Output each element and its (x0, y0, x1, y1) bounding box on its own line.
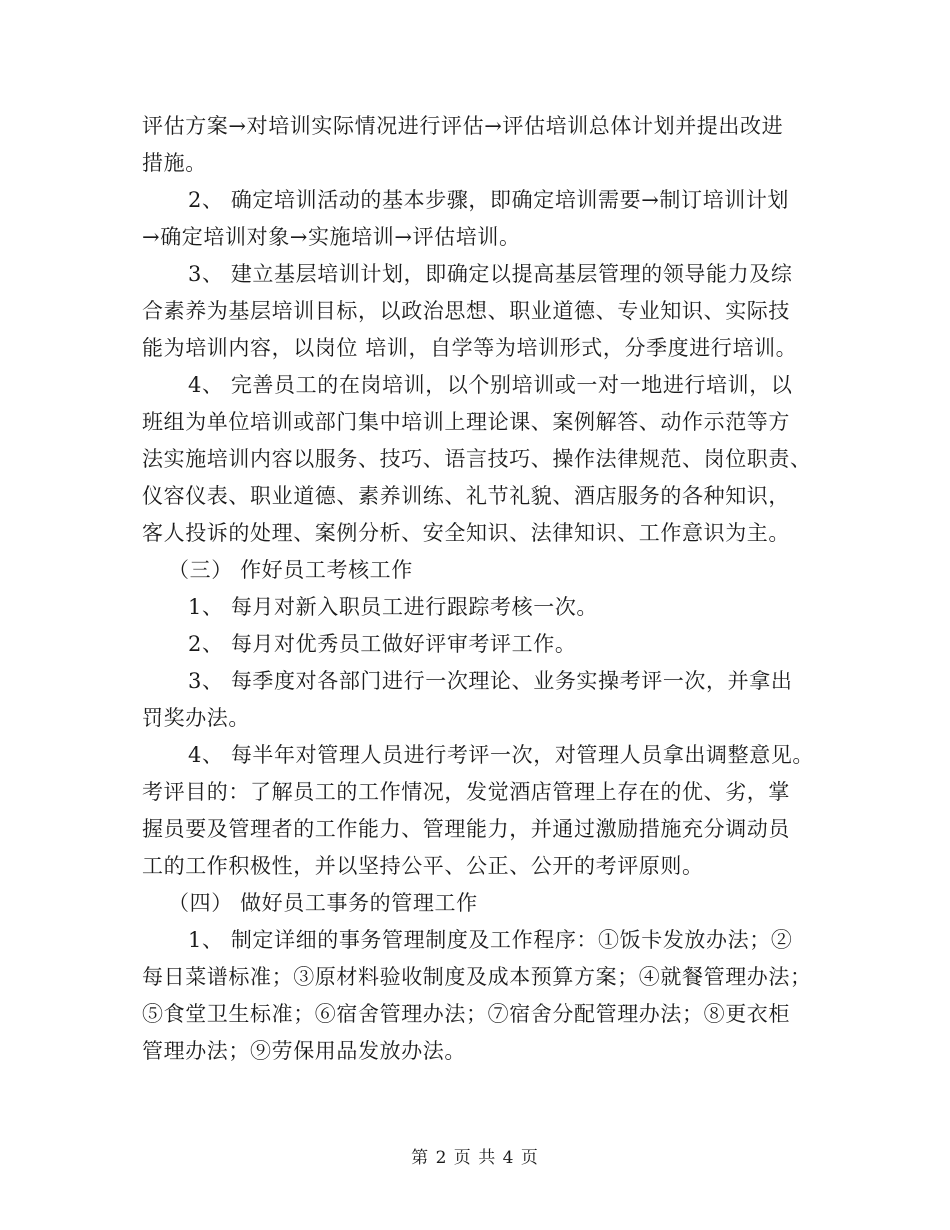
text-line: 措施。 (142, 151, 207, 175)
section-heading: （三） 作好员工考核工作 (168, 558, 413, 582)
text-line: 评估方案→对培训实际情况进行评估→评估培训总体计划并提出改进 (142, 114, 784, 138)
section-heading: （四） 做好员工事务的管理工作 (168, 891, 478, 915)
text-line: 4、 完善员工的在岗培训，以个别培训或一对一地进行培训，以 (188, 373, 793, 397)
text-line: 合素养为基层培训目标，以政治思想、职业道德、专业知识、实际技 (142, 299, 790, 323)
text-line: 考评目的：了解员工的工作情况，发觉酒店管理上存在的优、劣，掌 (142, 780, 790, 804)
text-line: 4、 每半年对管理人员进行考评一次，对管理人员拿出调整意见。 (188, 743, 815, 767)
text-line: 每日菜谱标准；③原材料验收制度及成本预算方案；④就餐管理办法； (142, 965, 812, 989)
text-line: 管理办法；⑨劳保用品发放办法。 (142, 1039, 466, 1063)
text-line: 工的工作积极性，并以坚持公平、公正、公开的考评原则。 (142, 854, 704, 878)
text-line: 3、 建立基层培训计划，即确定以提高基层管理的领导能力及综 (188, 262, 793, 286)
text-line: 3、 每季度对各部门进行一次理论、业务实操考评一次，并拿出 (188, 669, 793, 693)
text-line: 法实施培训内容以服务、技巧、语言技巧、操作法律规范、岗位职责、 (142, 447, 812, 471)
text-line: 2、 每月对优秀员工做好评审考评工作。 (188, 632, 577, 656)
text-line: 罚奖办法。 (142, 706, 250, 730)
text-line: 2、 确定培训活动的基本步骤，即确定培训需要→制订培训计划 (188, 188, 790, 212)
page-number-footer: 第 2 页 共 4 页 (411, 1148, 539, 1168)
text-line: 1、 每月对新入职员工进行跟踪考核一次。 (188, 595, 599, 619)
text-line: 1、 制定详细的事务管理制度及工作程序：①饭卡发放办法；② (188, 928, 793, 952)
text-line: 客人投诉的处理、案例分析、安全知识、法律知识、工作意识为主。 (142, 521, 790, 545)
text-line: 握员要及管理者的工作能力、管理能力，并通过激励措施充分调动员 (142, 817, 790, 841)
text-line: →确定培训对象→实施培训→评估培训。 (142, 225, 521, 249)
text-line: 仪容仪表、职业道德、素养训练、礼节礼貌、酒店服务的各种知识， (142, 484, 790, 508)
text-line: ⑤食堂卫生标准；⑥宿舍管理办法；⑦宿舍分配管理办法；⑧更衣柜 (142, 1002, 790, 1026)
text-line: 能为培训内容，以岗位 培训，自学等为培训形式，分季度进行培训。 (142, 336, 798, 360)
text-line: 班组为单位培训或部门集中培训上理论课、案例解答、动作示范等方 (142, 410, 790, 434)
